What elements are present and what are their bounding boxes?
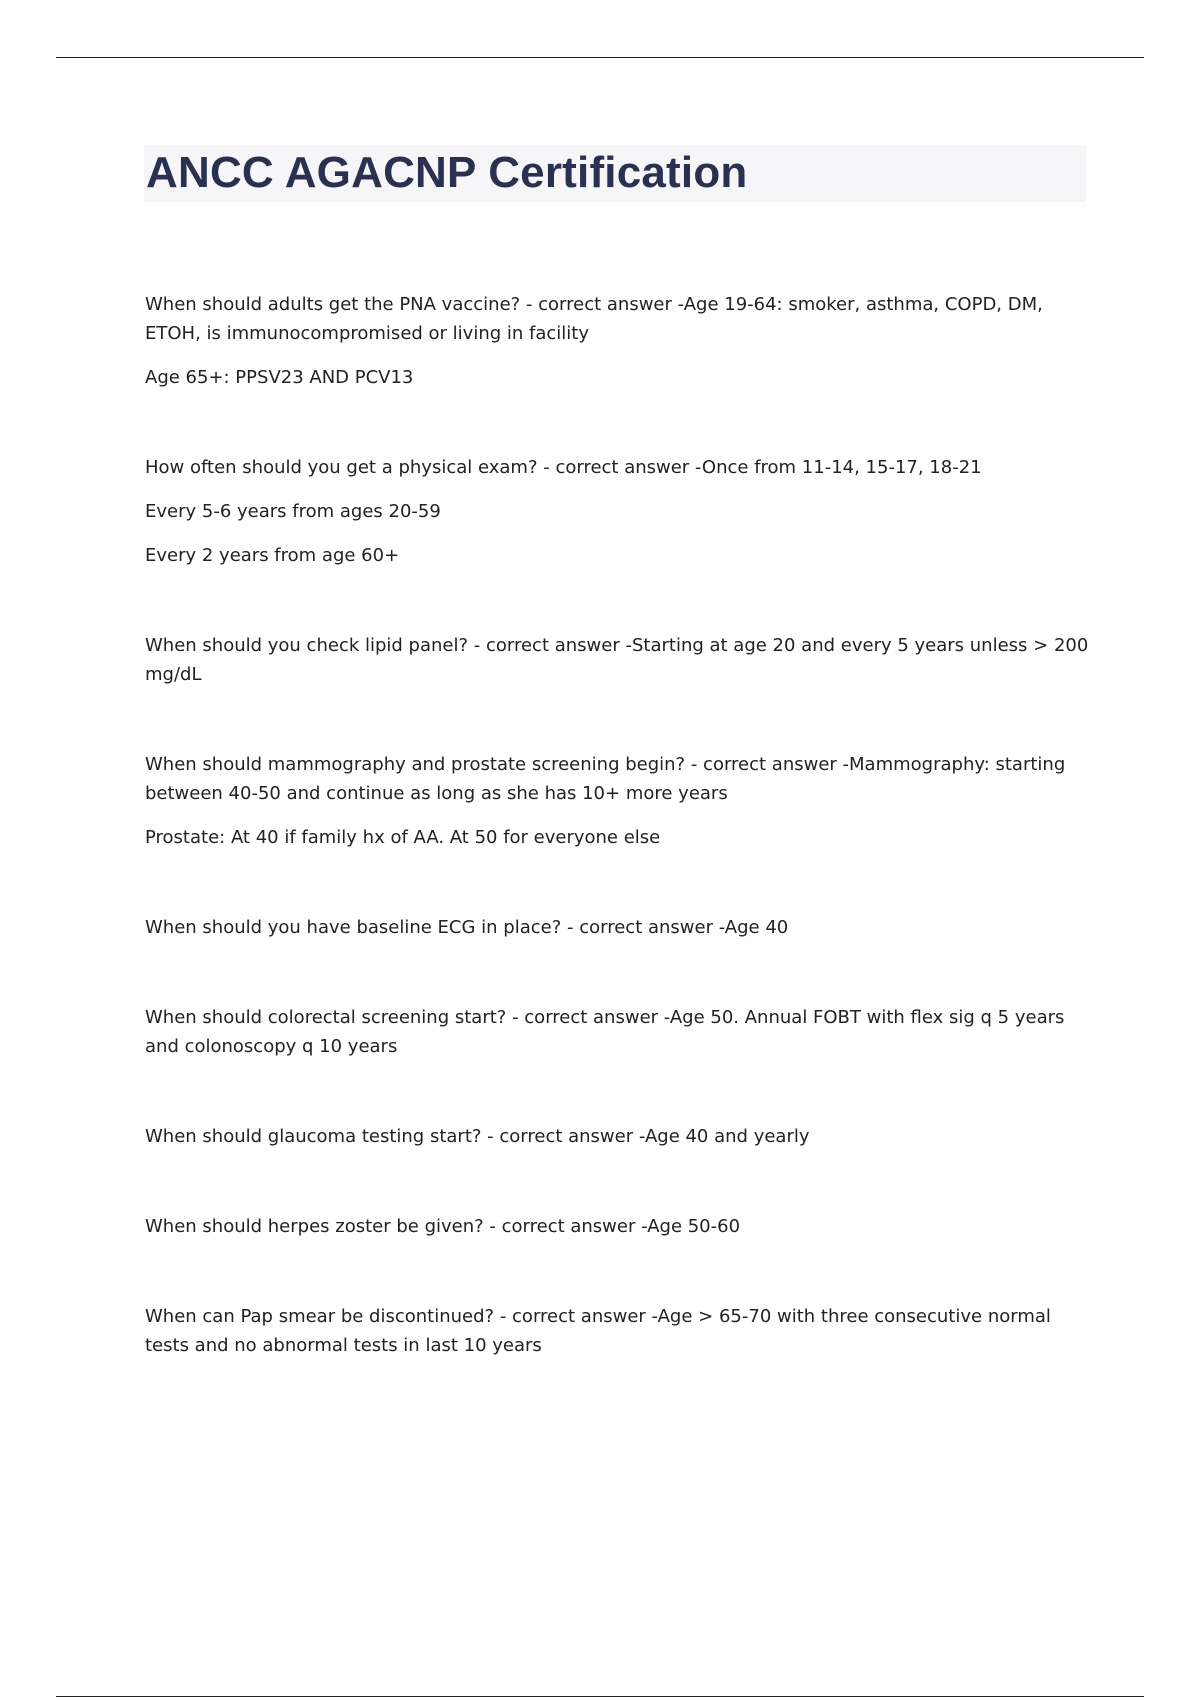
document-title: ANCC AGACNP Certification [146, 148, 748, 197]
qa-item [145, 1122, 1095, 1151]
qa-item [145, 1302, 1095, 1360]
qa-answer-continued: Age 65+: PPSV23 AND PCV13 [145, 367, 414, 388]
qa-answer-continued: Prostate: At 40 if family hx of AA. At 50 for everyone else [145, 827, 661, 848]
qa-item [145, 913, 1095, 942]
qa-question-answer: When should you check lipid panel? - correct answer -Starting at age 20 and every 5 years unless > 200 mg/dL [145, 635, 1089, 685]
qa-question-answer: When should glaucoma testing start? - correct answer -Age 40 and yearly [145, 1126, 810, 1147]
qa-question-answer: When can Pap smear be discontinued? - correct answer -Age > 65-70 with three consecutive normal tests and no abnormal tests in last 10 years [145, 1306, 1051, 1356]
header-rule [56, 57, 1144, 58]
qa-question-answer: When should colorectal screening start? - correct answer -Age 50. Annual FOBT with flex sig q 5 years and colonoscopy q 10 years [145, 1007, 1065, 1057]
qa-item [145, 1212, 1095, 1241]
qa-question-answer: When should mammography and prostate screening begin? - correct answer -Mammography: starting between 40-50 and continue as long as she has 10+ more years [145, 754, 1066, 804]
qa-list [145, 290, 1095, 1421]
qa-question-answer: When should adults get the PNA vaccine? - correct answer -Age 19-64: smoker, asthma, COPD, DM, ETOH, is immunocompromised or living in facility [145, 294, 1043, 344]
qa-item [145, 1003, 1095, 1061]
qa-answer-continued: Every 2 years from age 60+ [145, 545, 400, 566]
qa-question-answer: When should herpes zoster be given? - correct answer -Age 50-60 [145, 1216, 741, 1237]
qa-question-answer: How often should you get a physical exam? - correct answer -Once from 11-14, 15-17, 18-21 [145, 457, 982, 478]
qa-question-answer: When should you have baseline ECG in place? - correct answer -Age 40 [145, 917, 789, 938]
qa-item [145, 290, 1095, 392]
qa-item [145, 750, 1095, 852]
qa-item [145, 631, 1095, 689]
footer-rule [56, 1696, 1144, 1697]
qa-answer-continued: Every 5-6 years from ages 20-59 [145, 501, 441, 522]
qa-item [145, 453, 1095, 570]
